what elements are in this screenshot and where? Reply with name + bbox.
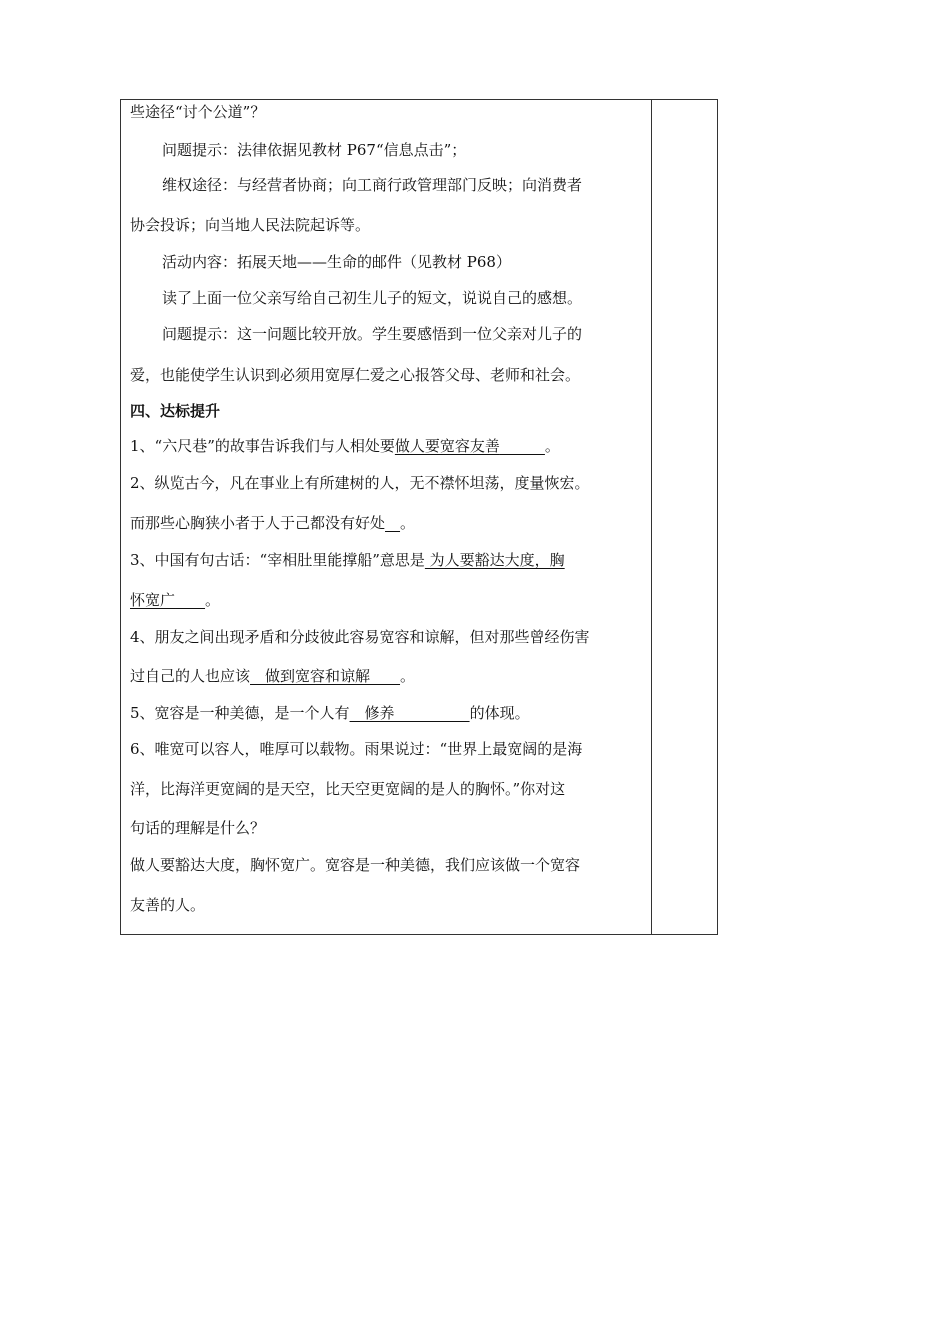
activity-line0: 些途径“讨个公道”？ [130, 103, 266, 121]
table-column-divider [651, 99, 652, 935]
question-3-line2 [130, 590, 220, 610]
q5-answer: 修养 [349, 704, 470, 722]
section-title: 四、达标提升 [130, 402, 221, 420]
activity-route2: 协会投诉；向当地人民法院起诉等。 [130, 216, 371, 234]
q4-text: 过自己的人也应该 [130, 667, 251, 685]
q3-answer-part2: 怀宽广 [130, 591, 176, 609]
q4-end: 。 [400, 667, 416, 685]
q1-text: 1、“六尺巷”的故事告诉我们与人相处要 [130, 437, 395, 455]
question-6-line2: 洋，比海洋更宽阔的是天空，比天空更宽阔的是人的胸怀。”你对这 [130, 780, 566, 798]
question-5 [130, 703, 530, 723]
question-4-line2 [130, 666, 415, 686]
q3-answer-part1: 为人要豁达大度，胸 [424, 551, 565, 569]
activity-read: 读了上面一位父亲写给自己初生儿子的短文，说说自己的感想。 [162, 289, 583, 307]
question-1 [130, 436, 560, 456]
q2-text: 而那些心胸狭小者于人于己都没有好处 [130, 514, 386, 532]
activity-route1: 维权途径：与经营者协商；向工商行政管理部门反映；向消费者 [162, 176, 583, 194]
activity-content: 活动内容：拓展天地——生命的邮件（见教材 P68） [162, 253, 511, 271]
q1-answer: 做人要宽容友善 [394, 437, 500, 455]
activity-hint1: 问题提示：法律依据见教材 P67“信息点击”； [162, 141, 467, 159]
question-2-line2 [130, 513, 415, 533]
q1-end: 。 [544, 437, 560, 455]
q3-end: 。 [205, 591, 221, 609]
question-3-line1 [130, 550, 565, 570]
q4-answer: 做到宽容和谅解 [250, 667, 401, 685]
activity-hint2a: 问题提示：这一问题比较开放。学生要感悟到一位父亲对儿子的 [162, 325, 583, 343]
activity-hint2b: 爱，也能使学生认识到必须用宽厚仁爱之心报答父母、老师和社会。 [130, 366, 581, 384]
answer-line2: 友善的人。 [130, 896, 206, 914]
question-2-line1: 2、纵览古今，凡在事业上有所建树的人，无不襟怀坦荡，度量恢宏。 [130, 474, 590, 492]
q2-end: 。 [400, 514, 416, 532]
q5-end: 的体现。 [469, 704, 530, 722]
question-4-line1: 4、朋友之间出现矛盾和分歧彼此容易宽容和谅解，但对那些曾经伤害 [130, 628, 590, 646]
q5-text: 5、宽容是一种美德，是一个人有 [130, 704, 350, 722]
question-6-line3: 句话的理解是什么？ [130, 819, 266, 837]
answer-line1: 做人要豁达大度，胸怀宽广。宽容是一种美德，我们应该做一个宽容 [130, 856, 581, 874]
question-6-line1: 6、唯宽可以容人，唯厚可以载物。雨果说过：“世界上最宽阔的是海 [130, 740, 583, 758]
q2-blank [385, 514, 400, 532]
q3-text: 3、中国有句古话：“宰相肚里能撑船”意思是 [130, 551, 425, 569]
